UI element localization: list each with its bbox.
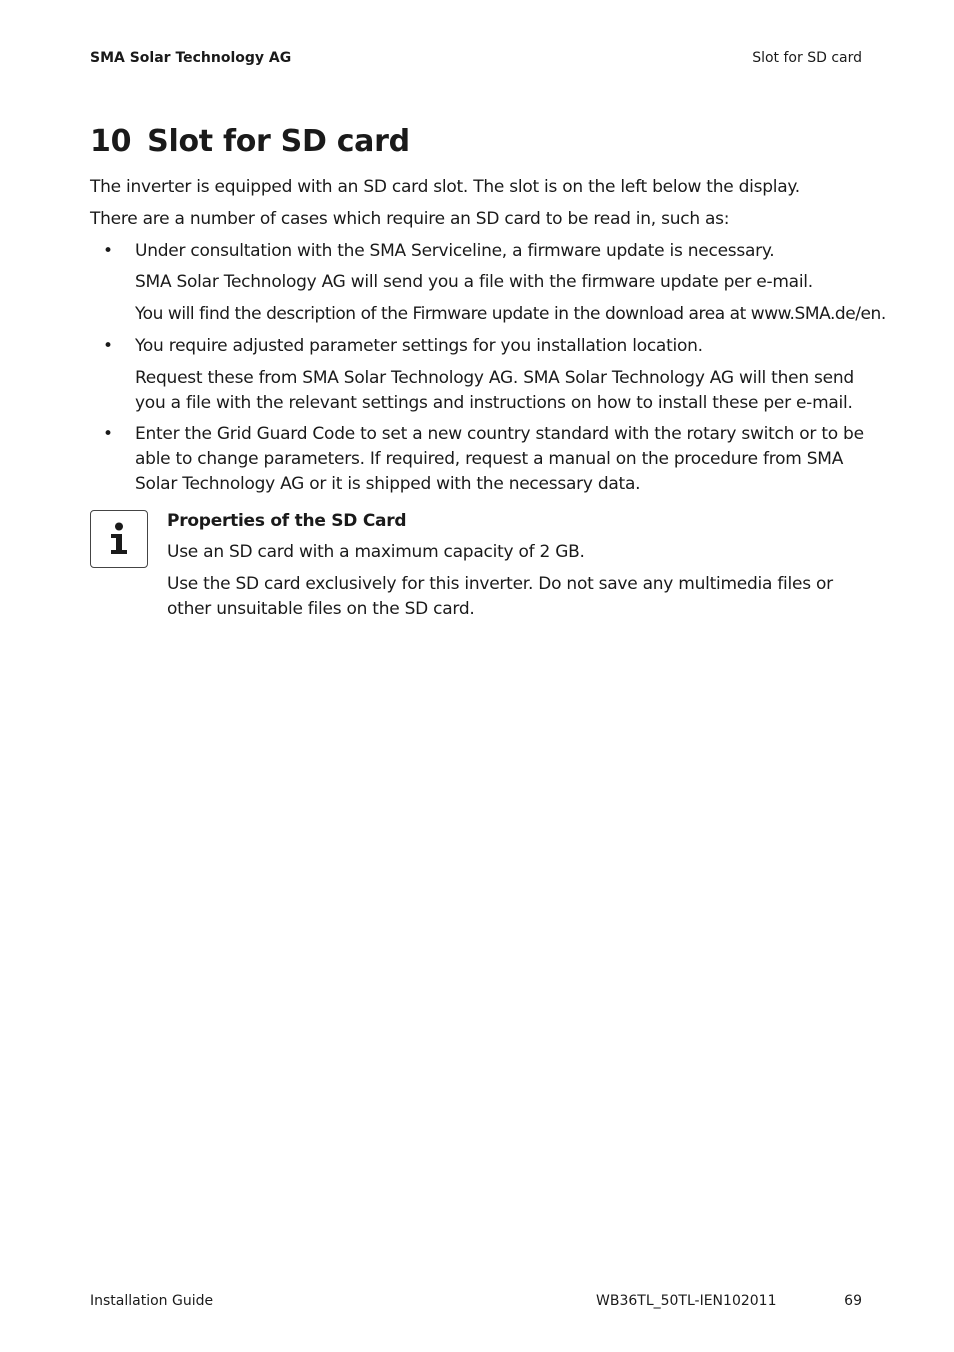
bullet-2-text: You require adjusted parameter settings for you installation location. bbox=[135, 336, 703, 356]
bullet-1-text: Under consultation with the SMA Serviceline, a firmware update is necessary. bbox=[135, 241, 775, 261]
footer-doc-code: WB36TL_50TL-IEN102011 bbox=[596, 1293, 777, 1309]
info-line-2: Use the SD card exclusively for this inverter. Do not save any multimedia files or other unsuitable files on the SD card. bbox=[167, 574, 833, 619]
intro-paragraph-2: There are a number of cases which require an SD card to be read in, such as: bbox=[90, 209, 730, 229]
bullet-1-sub-2: You will find the description of the Firmware update in the download area at www.SMA.de/en. bbox=[135, 304, 886, 324]
intro-paragraph-1: The inverter is equipped with an SD card slot. The slot is on the left below the display. bbox=[90, 177, 800, 197]
bullet-marker: • bbox=[103, 424, 114, 444]
footer-page-number: 69 bbox=[844, 1293, 862, 1309]
info-title: Properties of the SD Card bbox=[167, 511, 407, 531]
footer-doc-type: Installation Guide bbox=[90, 1293, 214, 1309]
bullet-2-sub-1: Request these from SMA Solar Technology AG. SMA Solar Technology AG will then send you a file with the relevant settings and instructions on how to install these per e-mail. bbox=[135, 368, 854, 413]
bullet-3-text: Enter the Grid Guard Code to set a new country standard with the rotary switch or to be able to change parameters. If required, request a manual on the procedure from SMA Solar Technology AG or it is shipped with the necessary data. bbox=[135, 424, 864, 494]
info-icon bbox=[90, 510, 148, 568]
header-company: SMA Solar Technology AG bbox=[90, 50, 292, 66]
chapter-heading bbox=[90, 121, 410, 163]
header-section: Slot for SD card bbox=[752, 50, 862, 66]
info-line-1: Use an SD card with a maximum capacity of 2 GB. bbox=[167, 542, 585, 562]
bullet-marker: • bbox=[103, 241, 114, 261]
bullet-1-sub-1: SMA Solar Technology AG will send you a file with the firmware update per e-mail. bbox=[135, 272, 813, 292]
info-glyph-icon bbox=[108, 522, 130, 556]
bullet-marker: • bbox=[103, 336, 114, 356]
chapter-title: Slot for SD card bbox=[147, 124, 410, 159]
chapter-number: 10 bbox=[90, 124, 132, 159]
